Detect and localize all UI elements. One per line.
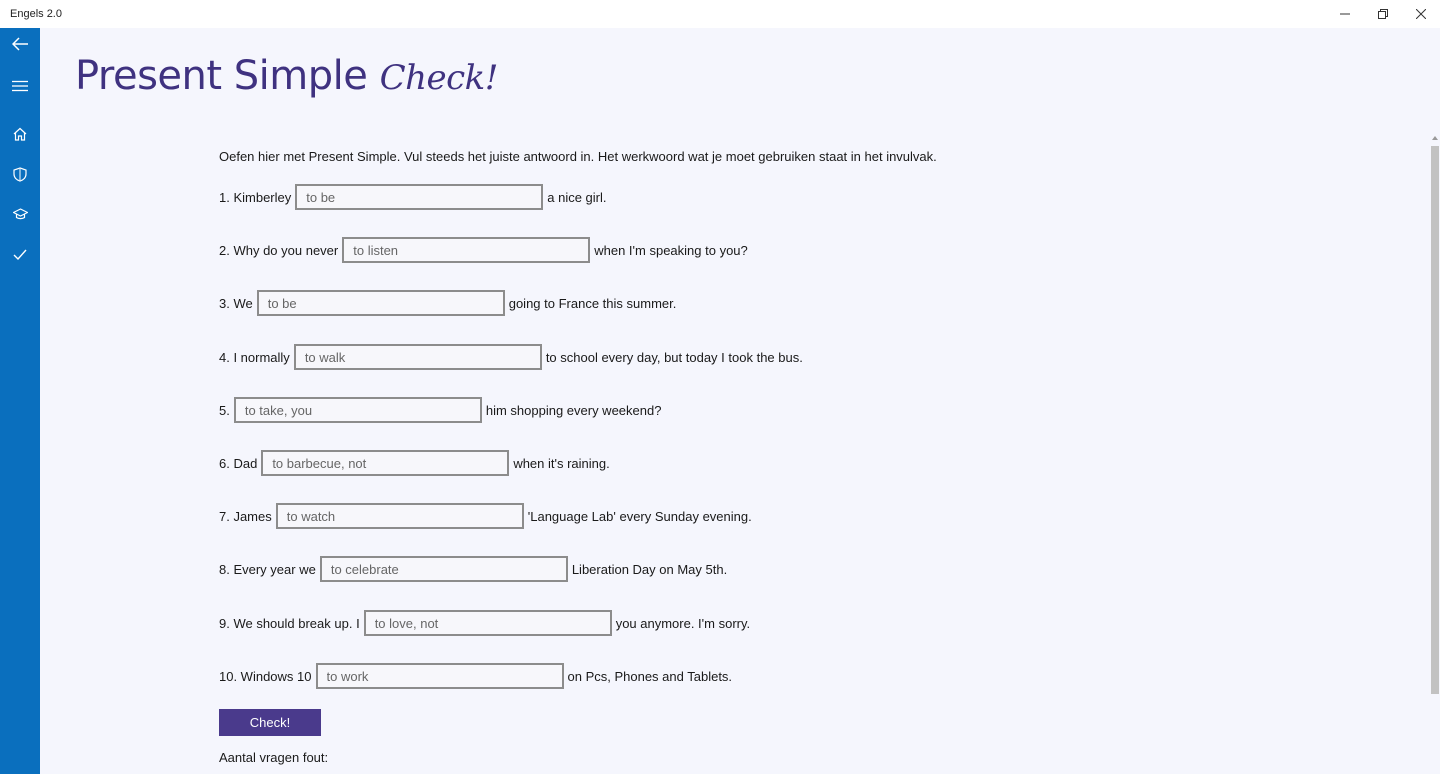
answer-input[interactable] <box>294 344 542 370</box>
question-row <box>219 183 607 211</box>
question-row <box>219 449 610 477</box>
question-row <box>219 396 661 424</box>
question-suffix: when I'm speaking to you? <box>594 242 748 258</box>
answer-input[interactable] <box>295 184 543 210</box>
question-prefix: 6. Dad <box>219 455 258 471</box>
answer-input[interactable] <box>320 556 568 582</box>
home-icon <box>13 127 27 141</box>
answer-input[interactable] <box>364 610 612 636</box>
question-suffix: on Pcs, Phones and Tablets. <box>567 668 733 684</box>
minimize-button[interactable] <box>1326 0 1364 28</box>
check-button[interactable]: Check! <box>219 709 321 736</box>
close-icon <box>1416 9 1426 19</box>
question-row <box>219 609 750 637</box>
question-suffix: a nice girl. <box>547 189 607 205</box>
graduation-cap-icon <box>13 208 28 220</box>
question-prefix: 10. Windows 10 <box>219 668 312 684</box>
checkmark-icon <box>13 249 27 260</box>
question-row <box>219 343 803 371</box>
hamburger-menu-icon <box>12 80 28 92</box>
wrong-answers-label: Aantal vragen fout: <box>219 750 329 765</box>
scroll-up-arrow-icon[interactable] <box>1432 136 1438 140</box>
question-prefix: 8. Every year we <box>219 561 316 577</box>
question-prefix: 4. I normally <box>219 349 290 365</box>
main-content <box>40 28 1440 774</box>
answer-input[interactable] <box>261 450 509 476</box>
restore-button[interactable] <box>1364 0 1402 28</box>
question-row <box>219 236 748 264</box>
vertical-scrollbar[interactable] <box>1430 136 1440 774</box>
question-prefix: 2. Why do you never <box>219 242 339 258</box>
minimize-icon <box>1340 9 1350 19</box>
close-button[interactable] <box>1402 0 1440 28</box>
question-prefix: 9. We should break up. I <box>219 615 360 631</box>
nav-item-home[interactable] <box>0 114 40 154</box>
answer-input[interactable] <box>316 663 564 689</box>
page-title-accent: Check! <box>379 58 498 98</box>
back-button[interactable] <box>0 24 40 64</box>
restore-icon <box>1378 9 1388 19</box>
question-prefix: 7. James <box>219 508 272 524</box>
menu-button[interactable] <box>0 66 40 106</box>
page-title-main: Present Simple <box>75 53 368 99</box>
page-title <box>75 53 498 99</box>
question-row <box>219 289 676 317</box>
question-suffix: him shopping every weekend? <box>485 402 662 418</box>
question-suffix: to school every day, but today I took the bus. <box>545 349 803 365</box>
nav-item-check[interactable] <box>0 234 40 274</box>
question-suffix: you anymore. I'm sorry. <box>615 615 751 631</box>
question-suffix: when it's raining. <box>513 455 610 471</box>
question-suffix: 'Language Lab' every Sunday evening. <box>527 508 752 524</box>
back-icon <box>12 37 28 51</box>
title-bar <box>0 0 1440 28</box>
app-title: Engels 2.0 <box>10 8 62 20</box>
answer-input[interactable] <box>276 503 524 529</box>
scroll-thumb[interactable] <box>1431 146 1439 694</box>
answer-input[interactable] <box>342 237 590 263</box>
nav-item-shield[interactable] <box>0 154 40 194</box>
question-prefix: 5. <box>219 402 230 418</box>
question-suffix: Liberation Day on May 5th. <box>571 561 728 577</box>
nav-item-education[interactable] <box>0 194 40 234</box>
answer-input[interactable] <box>257 290 505 316</box>
question-row <box>219 502 752 530</box>
question-row <box>219 662 732 690</box>
question-prefix: 1. Kimberley <box>219 189 292 205</box>
sidebar-nav <box>0 28 40 774</box>
answer-input[interactable] <box>234 397 482 423</box>
question-prefix: 3. We <box>219 295 253 311</box>
question-row <box>219 555 727 583</box>
question-suffix: going to France this summer. <box>508 295 677 311</box>
window-controls <box>1326 0 1440 28</box>
shield-icon <box>13 167 27 182</box>
instructions-text: Oefen hier met Present Simple. Vul steeds het juiste antwoord in. Het werkwoord wat je moet gebruiken staat in het invulvak. <box>219 149 937 164</box>
